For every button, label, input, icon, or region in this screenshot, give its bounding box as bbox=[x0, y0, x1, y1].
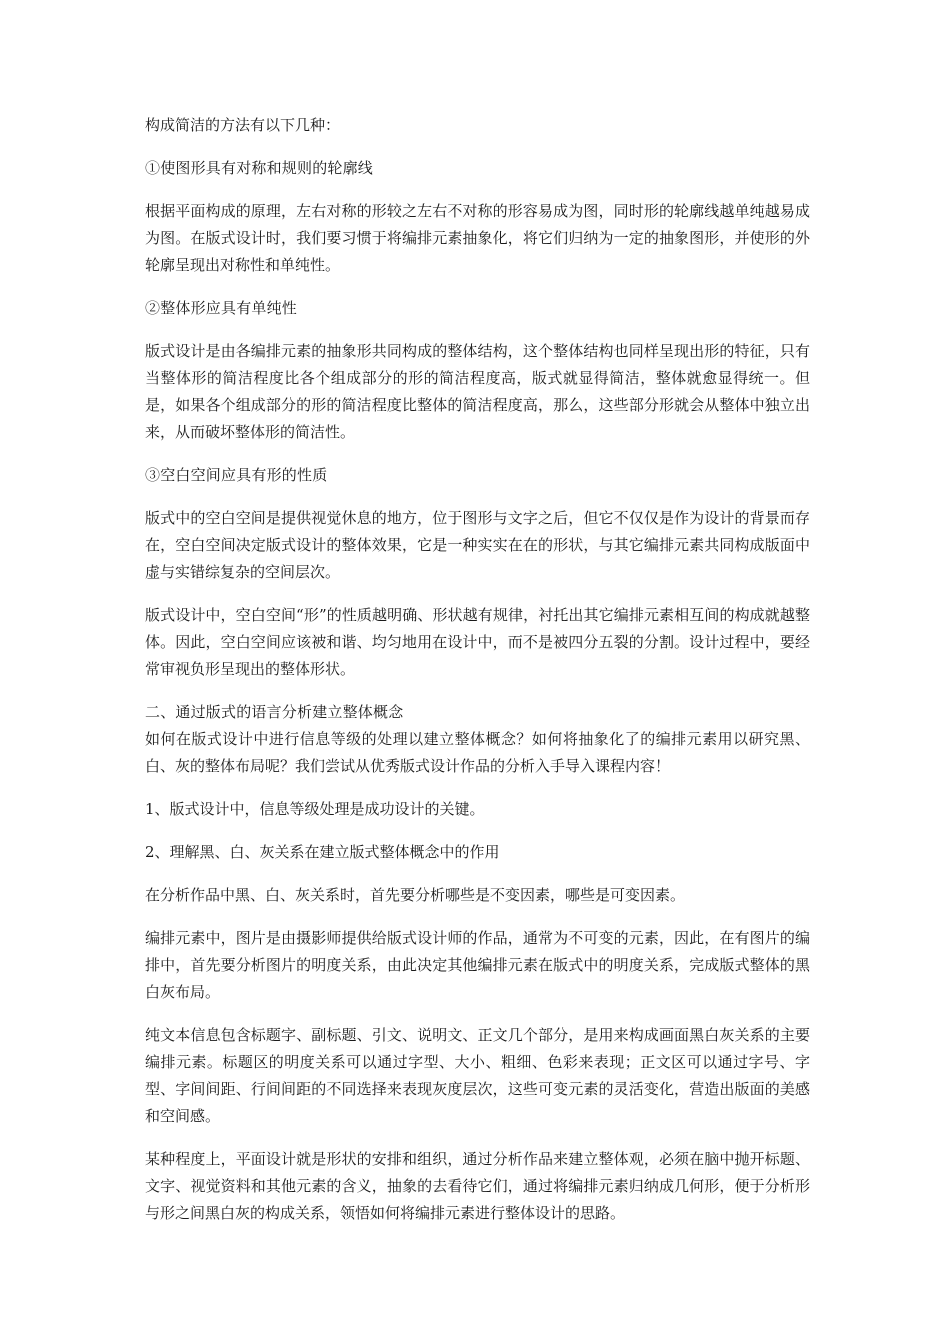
point-1-body: 根据平面构成的原理，左右对称的形较之左右不对称的形容易成为图，同时形的轮廓线越单纯越易成为图。在版式设计时，我们要习惯于将编排元素抽象化，将它们归纳为一定的抽象图形，并使形的外轮廓呈现出对称性和单纯性。 bbox=[145, 202, 810, 274]
section-2-intro: 如何在版式设计中进行信息等级的处理以建立整体概念？如何将抽象化了的编排元素用以研究黑、白、灰的整体布局呢？我们尝试从优秀版式设计作品的分析入手导入课程内容！ bbox=[145, 730, 810, 775]
point-3-body-2: 版式设计中，空白空间“形”的性质越明确、形状越有规律，衬托出其它编排元素相互间的构成就越整体。因此，空白空间应该被和谐、均匀地用在设计中，而不是被四分五裂的分割。设计过程中，要经常审视负形呈现出的整体形状。 bbox=[145, 606, 810, 678]
point-3-body-1: 版式中的空白空间是提供视觉休息的地方，位于图形与文字之后，但它不仅仅是作为设计的背景而存在，空白空间决定版式设计的整体效果，它是一种实实在在的形状，与其它编排元素共同构成版面中虚与实错综复杂的空间层次。 bbox=[145, 509, 810, 581]
item-2-text: 2、理解黑、白、灰关系在建立版式整体概念中的作用 bbox=[145, 843, 500, 861]
item-1-text: 1、版式设计中，信息等级处理是成功设计的关键。 bbox=[145, 800, 485, 818]
text-elements-paragraph: 纯文本信息包含标题字、副标题、引文、说明文、正文几个部分，是用来构成画面黑白灰关系的主要编排元素。标题区的明度关系可以通过字型、大小、粗细、色彩来表现；正文区可以通过字号、字型、字间间距、行间间距的不同选择来表现灰度层次，这些可变元素的灵活变化，营造出版面的美感和空间感。 bbox=[145, 1026, 810, 1125]
point-2-body: 版式设计是由各编排元素的抽象形共同构成的整体结构，这个整体结构也同样呈现出形的特征，只有当整体形的简洁程度比各个组成部分的形的简洁程度高，版式就显得简洁，整体就愈显得统一。但是，如果各个组成部分的形的简洁程度比整体的简洁程度高，那么，这些部分形就会从整体中独立出来，从而破坏整体形的简洁性。 bbox=[145, 342, 810, 441]
point-3-heading: ③空白空间应具有形的性质 bbox=[145, 466, 328, 484]
image-elements-paragraph: 编排元素中，图片是由摄影师提供给版式设计师的作品，通常为不可变的元素，因此，在有图片的编排中，首先要分析图片的明度关系，由此决定其他编排元素在版式中的明度关系，完成版式整体的黑白灰布局。 bbox=[145, 929, 810, 1001]
section-2-heading: 二、通过版式的语言分析建立整体概念 bbox=[145, 703, 404, 721]
analysis-paragraph: 在分析作品中黑、白、灰关系时，首先要分析哪些是不变因素，哪些是可变因素。 bbox=[145, 886, 686, 904]
intro-paragraph: 构成简洁的方法有以下几种： bbox=[145, 116, 341, 134]
document-page bbox=[145, 112, 810, 1243]
point-2-heading: ②整体形应具有单纯性 bbox=[145, 299, 298, 317]
point-1-heading: ①使图形具有对称和规则的轮廓线 bbox=[145, 159, 374, 177]
closing-paragraph: 某种程度上，平面设计就是形状的安排和组织，通过分析作品来建立整体观，必须在脑中抛开标题、文字、视觉资料和其他元素的含义，抽象的去看待它们，通过将编排元素归纳成几何形，便于分析形与形之间黑白灰的构成关系，领悟如何将编排元素进行整体设计的思路。 bbox=[145, 1150, 810, 1222]
